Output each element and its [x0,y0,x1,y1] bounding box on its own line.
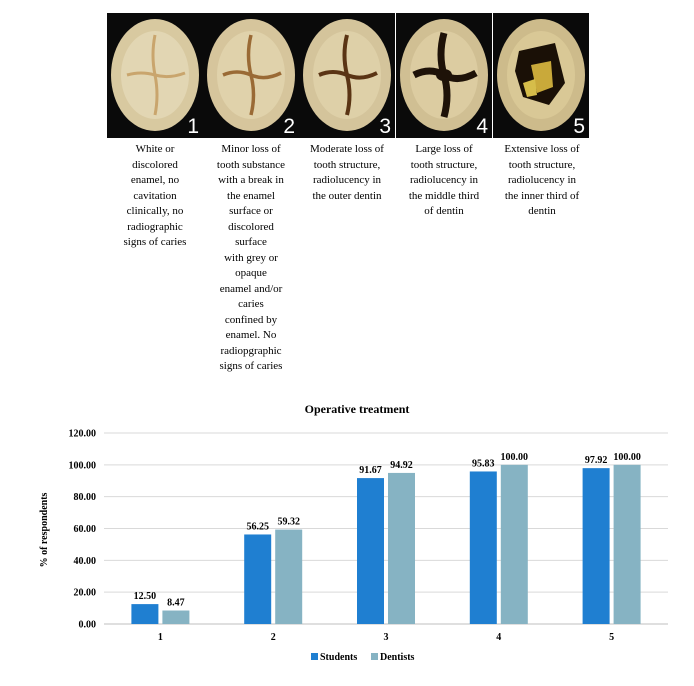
chart-title: Operative treatment [304,402,410,416]
stage-description-5: Extensive loss of tooth structure, radiolucency in the inner third of dentin [504,143,580,217]
tooth-number-label: 5 [573,115,585,138]
stage-description-2: Minor loss of tooth substance with a break in the enamel surface or discolored surface with grey or opaque enamel and/or caries confined by enamel. No radiopgraphic signs of caries [216,143,286,372]
tooth-number-label: 4 [476,115,488,138]
data-label-students: 97.92 [584,455,608,467]
tooth-image-4 [396,13,492,138]
tooth-image-5 [493,13,589,138]
bar-dentists [162,611,189,624]
y-tick-label: 60.00 [73,524,96,535]
stage-description-1: White or discolored enamel, no cavitation clinically, no radiographic signs of caries [123,143,187,248]
stage-description-3: Moderate loss of tooth structure, radiolucency in the outer dentin [310,143,384,202]
y-tick-label: 20.00 [73,587,96,599]
bar-dentists [388,473,415,624]
bar-students [357,478,384,624]
data-label-dentists: 59.32 [277,516,300,528]
data-label-students: 95.83 [472,458,495,470]
y-tick-label: 100.00 [68,460,96,472]
x-tick-label: 2 [270,632,276,643]
legend-swatch [371,653,378,660]
data-label-students: 12.50 [133,591,157,603]
tooth-image-1 [107,13,203,138]
tooth-number-label: 2 [283,115,295,138]
tooth-number-label: 1 [187,115,199,138]
legend-label: Dentists [380,652,415,663]
bar-students [244,534,271,624]
legend-swatch [311,653,318,660]
tooth-image-2 [203,13,299,138]
x-tick-label: 3 [383,632,389,643]
data-label-students: 91.67 [359,465,382,477]
legend-label: Students [320,652,358,663]
tooth-number-label: 3 [379,115,391,138]
y-tick-label: 0.00 [78,619,96,631]
data-label-dentists: 94.92 [390,459,413,471]
x-tick-label: 1 [157,632,163,643]
data-label-dentists: 8.47 [167,597,185,609]
data-label-dentists: 100.00 [500,451,529,463]
bar-dentists [275,530,302,624]
bar-dentists [501,465,528,624]
bar-students [470,471,497,624]
tooth-image-3 [299,13,395,138]
bar-chart [0,395,694,686]
bar-students [583,468,610,624]
plot-area [69,429,669,644]
bar-students [131,604,158,624]
bar-dentists [614,465,641,624]
stage-description-4: Large loss of tooth structure, radiolucency in the middle third of dentin [408,143,480,217]
x-tick-label: 4 [496,632,502,643]
y-tick-label: 80.00 [73,492,96,504]
y-tick-label: 40.00 [73,555,96,567]
y-tick-label: 120.00 [68,428,96,440]
data-label-students: 56.25 [246,521,269,533]
y-axis-title: % of respondents [39,492,50,568]
x-tick-label: 5 [609,632,615,643]
chart-legend [311,652,415,663]
data-label-dentists: 100.00 [613,451,641,463]
